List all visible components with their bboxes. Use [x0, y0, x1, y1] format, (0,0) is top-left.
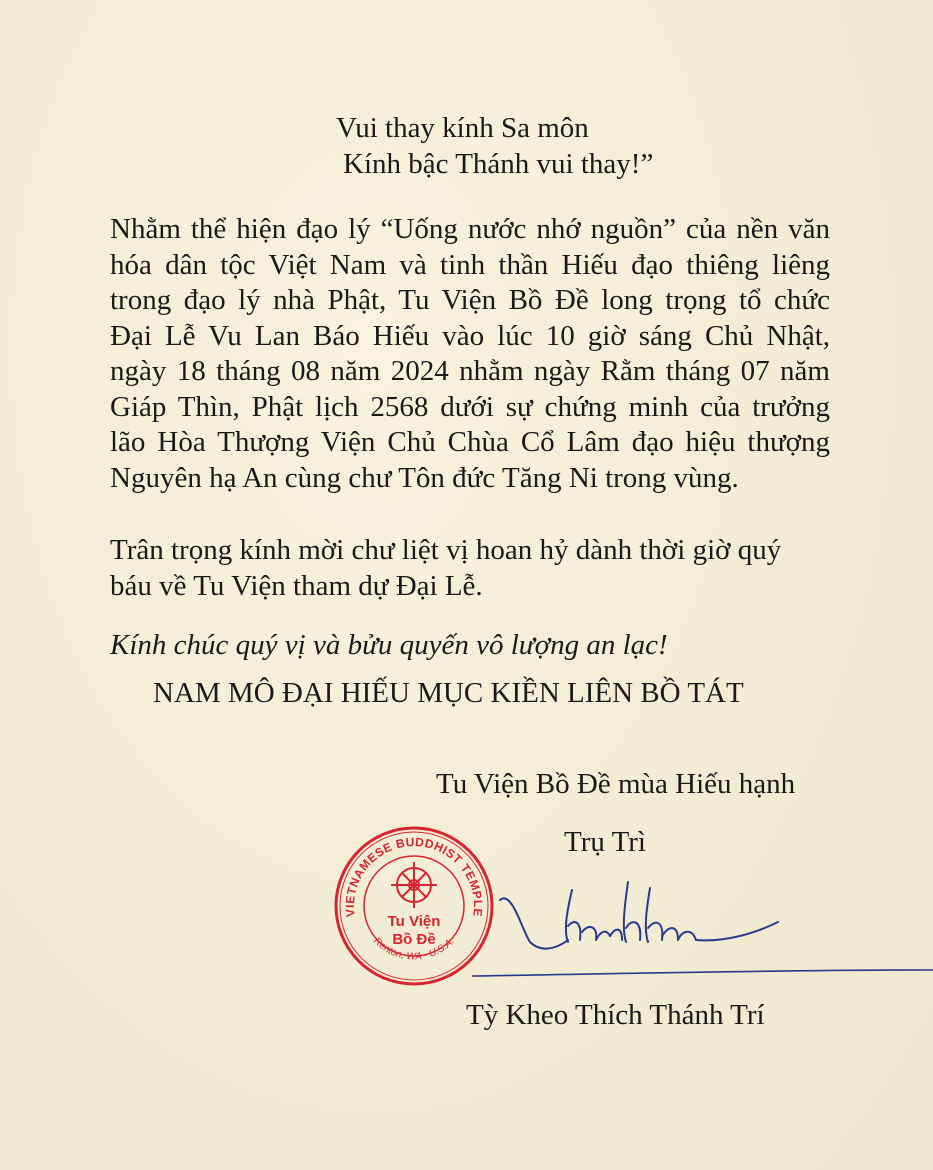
invitation-line: ngày 18 tháng 08 năm 2024 nhằm ngày Rằm tháng 07 năm — [110, 355, 830, 387]
invitation-line: Đại Lễ Vu Lan Báo Hiếu vào lúc 10 giờ sáng Chủ Nhật, — [110, 319, 830, 352]
abbot-title: Trụ Trì — [564, 826, 646, 858]
handwritten-signature — [460, 870, 933, 990]
poem-line-2: Kính bậc Thánh vui thay!” — [343, 148, 654, 180]
blessing-line: Kính chúc quý vị và bửu quyến vô lượng an lạc! — [110, 629, 668, 661]
invitation-line: lão Hòa Thượng Viện Chủ Chùa Cổ Lâm đạo hiệu thượng — [110, 426, 830, 458]
request-line: báu về Tu Viện tham dự Đại Lễ. — [110, 569, 483, 602]
dharma-wheel-icon — [391, 862, 437, 908]
invitation-line: Giáp Thìn, Phật lịch 2568 dưới sự chứng minh của trưởng — [110, 390, 830, 423]
seal-outer-text: VIETNAMESE BUDDHIST TEMPLE — [342, 834, 486, 918]
seal-center-line-2: Bồ Đề — [392, 931, 436, 948]
namo-line: NAM MÔ ĐẠI HIẾU MỤC KIỀN LIÊN BỒ TÁT — [153, 677, 744, 709]
temple-season-line: Tu Viện Bồ Đề mùa Hiếu hạnh — [436, 768, 796, 800]
seal-location-text: Renton, WA - U.S.A. — [371, 935, 457, 963]
request-paragraph — [110, 533, 830, 604]
invitation-line: hóa dân tộc Việt Nam và tinh thần Hiếu đạo thiêng liêng — [110, 248, 830, 281]
invitation-line: Nhằm thể hiện đạo lý “Uống nước nhớ nguồn” của nền văn — [110, 213, 830, 245]
invitation-paragraph — [110, 212, 830, 496]
poem-line-1: Vui thay kính Sa môn — [336, 112, 589, 144]
seal-center-line-1: Tu Viện — [387, 913, 441, 930]
invitation-line: trong đạo lý nhà Phật, Tu Viện Bồ Đề long trọng tổ chức — [110, 284, 830, 316]
signer-name: Tỳ Kheo Thích Thánh Trí — [466, 999, 765, 1031]
request-line: Trân trọng kính mời chư liệt vị hoan hỷ dành thời giờ quý — [110, 534, 782, 566]
invitation-line: Nguyên hạ An cùng chư Tôn đức Tăng Ni trong vùng. — [110, 461, 739, 494]
